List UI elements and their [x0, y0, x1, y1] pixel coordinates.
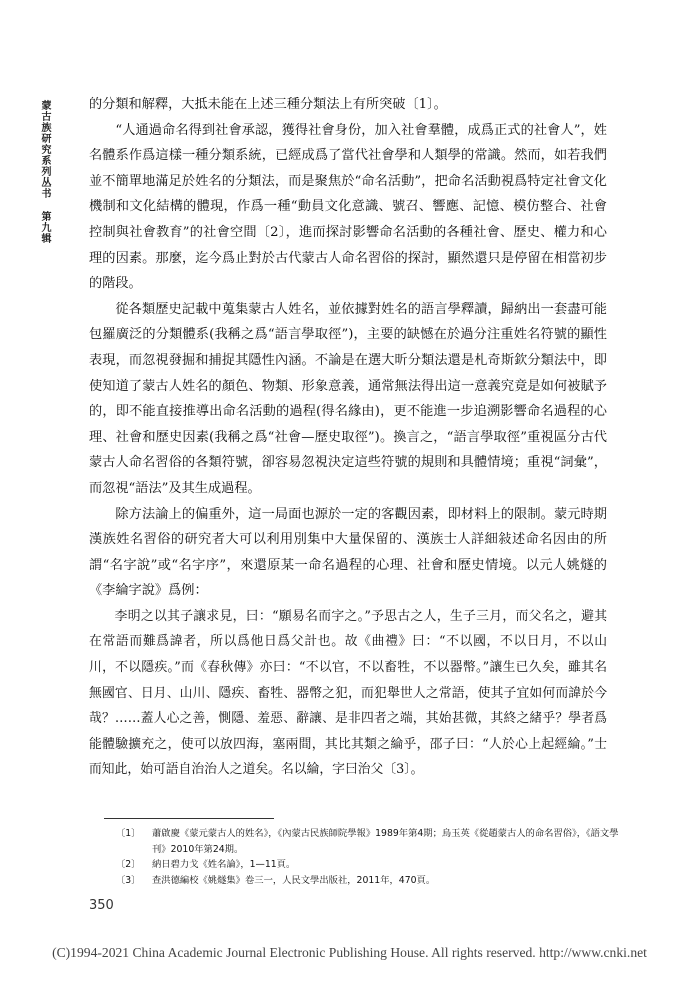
footnote-text: 納日碧力戈《姓名論》，1—11頁。 — [152, 859, 296, 870]
footnote-number: 〔1〕 — [116, 828, 141, 839]
footnote — [116, 857, 628, 873]
footnote-text: 查洪德編校《姚燧集》卷三一，人民文學出版社，2011年，470頁。 — [152, 874, 436, 886]
paragraph: 除方法論上的偏重外，這一局面也源於一定的客觀因素，即材料上的限制。蒙元時期漢族姓名習俗的研究者大可以利用別集中大量保留的、漢族士人詳細敍述命名因由的所謂“名字說”或“名字序”，來還原某一命名過程的心理、社會和歷史情境。以元人姚燧的《李綸字說》爲例： — [89, 506, 607, 599]
footnotes — [116, 826, 628, 888]
footnote-number: 〔2〕 — [116, 859, 141, 870]
running-head: 蒙古族研究系列丛书 第九辑 — [39, 100, 50, 244]
footnote-divider — [104, 818, 274, 819]
paragraph: “人通過命名得到社會承認，獲得社會身份，加入社會羣體，成爲正式的社會人”，姓名體系作爲這樣一種分類系統，已經成爲了當代社會學和人類學的常識。然而，如若我們並不簡單地滿足於姓名的分類法，而是聚焦於“命名活動”，把命名活動視爲特定社會文化機制和文化結構的體現，作爲一種“動員文化意識、號召、響應、記憶、模仿整合、社會控制與社會教育”的社會空間〔2〕，進而探討影響命名活動的各種社會、歷史、權力和心理的因素。那麼，迄今爲止對於古代蒙古人命名習俗的探討，顯然還只是停留在相當初步的階段。 — [89, 122, 607, 292]
footnote — [116, 826, 628, 857]
paragraph: 從各類歷史記載中蒐集蒙古人姓名，並依據對姓名的語言學釋讀，歸納出一套盡可能包羅廣泛的分類體系(我稱之爲“語言學取徑”)，主要的缺憾在於過分注重姓名符號的顯性表現，而忽視發掘和捕捉其隱性內涵。不論是在選大昕分類法還是札奇斯欽分類法中，即使知道了蒙古人姓名的顏色、物類、形象意義，通常無法得出這一意義究竟是如何被賦予的，即不能直接推導出命名活動的過程(得名緣由)，更不能進一步追溯影響命名過程的心理、社會和歷史因素(我稱之爲“社會—歷史取徑”)。換言之，“語言學取徑”重視區分古代蒙古人命名習俗的各類符號，卻容易忽視決定這些符號的規則和具體情境；重視“詞彙”，而忽視“語法”及其生成過程。 — [89, 301, 607, 496]
footnote-number: 〔3〕 — [116, 874, 141, 886]
footnote — [116, 873, 628, 889]
copyright-footer: (C)1994-2021 China Academic Journal Electronic Publishing House. All rights reserved. http://www.cnki.net — [52, 945, 647, 960]
block-quote: 李明之以其子讓求見，曰：“願易名而字之。”予思古之人，生子三月，而父名之，避其在常語而難爲諱者，所以爲他日爲父計也。故《曲禮》曰：“不以國，不以日月，不以山川，不以隱疾。”而《春秋傳》亦曰：“不以官，不以畜牲，不以器幣。”讓生已久矣，雖其名無國官、日月、山川、隱疾、畜牲、器幣之犯，而犯舉世人之常語，使其子宜如何而諱於今哉？……蓋人心之善，惻隱、羞惡、辭讓、是非四者之端，其始甚微，其終之緒乎？學者爲能體驗擴充之，使可以放四海，塞兩間，其比其類之綸乎，邵子曰：“人於心上起經綸。”士而知此，始可語自治治人之道矣。名以綸，字曰治父〔3〕。 — [89, 608, 607, 778]
page-number: 350 — [89, 898, 114, 913]
main-text — [89, 92, 607, 783]
paragraph: 的分類和解釋，大抵未能在上述三種分類法上有所突破〔1〕。 — [89, 97, 447, 112]
footnote-text: 蕭啟慶《蒙元蒙古人的姓名》，《內蒙古民族師院學報》1989年第4期；烏玉英《從趙蒙古人的命名習俗》，《語文學刊》2010年第24期。 — [152, 828, 619, 855]
